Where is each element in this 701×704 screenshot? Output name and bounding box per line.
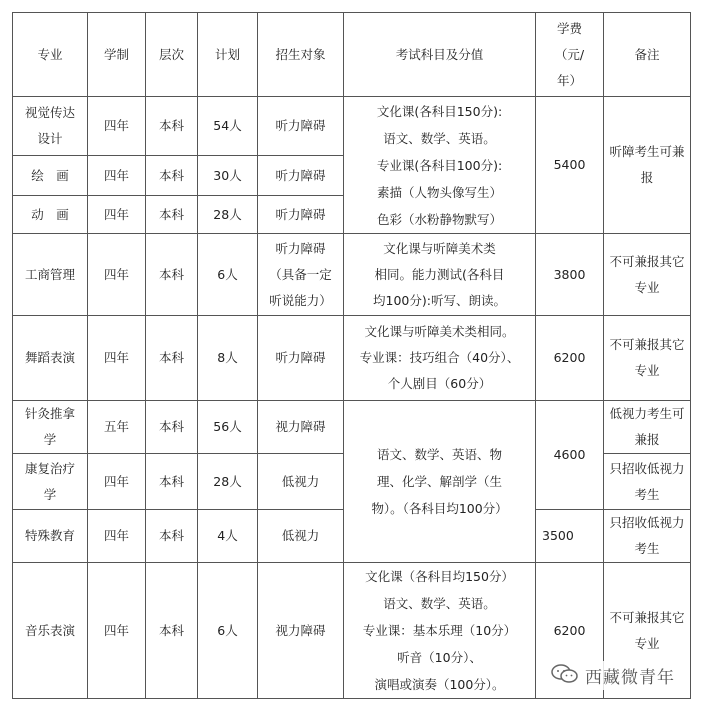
- note-line: 不可兼报其它: [609, 253, 685, 269]
- plan-cell: 6人: [198, 563, 258, 699]
- note-cell: [604, 510, 691, 563]
- header-target: 招生对象: [258, 13, 344, 97]
- major-line: 康复治疗: [24, 460, 75, 476]
- target-cell: 低视力: [258, 510, 344, 563]
- header-plan: 计划: [198, 13, 258, 97]
- target-cell: [258, 234, 344, 316]
- header-major: 专业: [13, 13, 88, 97]
- note-cell: [604, 97, 691, 234]
- note-cell: [604, 454, 691, 510]
- level-cell: 本科: [146, 563, 198, 699]
- duration-cell: 四年: [88, 563, 146, 699]
- watermark: [547, 661, 679, 690]
- major-line: 设计: [37, 131, 63, 146]
- exam-line: 均100分):听写、朗读。: [373, 292, 506, 308]
- major-cell: 特殊教育: [13, 510, 88, 563]
- duration-cell: 四年: [88, 510, 146, 563]
- wechat-icon: [551, 664, 579, 688]
- note-line: 只招收低视力: [609, 515, 685, 530]
- fee-cell: 6200: [536, 563, 604, 699]
- target-cell: 视力障碍: [258, 401, 344, 454]
- level-cell: 本科: [146, 234, 198, 316]
- note-line: 专业: [634, 363, 660, 378]
- header-level: 层次: [146, 13, 198, 97]
- note-line: 听障考生可兼: [609, 144, 685, 159]
- table-row: [13, 316, 691, 401]
- note-line: 专业: [634, 279, 660, 295]
- exam-line: 听音（10分）、: [397, 650, 482, 665]
- exam-line: 文化课（各科目均150分）: [365, 569, 514, 584]
- header-note: 备注: [604, 13, 691, 97]
- header-exam: 考试科目及分值: [344, 13, 536, 97]
- exam-line: 演唱或演奏（100分）。: [374, 677, 505, 692]
- level-cell: 本科: [146, 156, 198, 196]
- target-cell: 低视力: [258, 454, 344, 510]
- fee-cell: 6200: [536, 316, 604, 401]
- exam-line: 语文、数学、英语、物: [376, 447, 502, 462]
- exam-cell: [344, 563, 536, 699]
- plan-cell: 28人: [198, 196, 258, 234]
- header-fee-line: 年）: [556, 72, 582, 88]
- note-cell: [604, 316, 691, 401]
- level-cell: 本科: [146, 316, 198, 401]
- plan-cell: 56人: [198, 401, 258, 454]
- exam-cell: [344, 401, 536, 563]
- target-line: （具备一定: [269, 266, 332, 282]
- note-line: 专业: [634, 635, 660, 651]
- duration-cell: 四年: [88, 316, 146, 401]
- duration-cell: 四年: [88, 97, 146, 156]
- major-cell: 工商管理: [13, 234, 88, 316]
- major-cell: [13, 454, 88, 510]
- plan-cell: 30人: [198, 156, 258, 196]
- header-fee-line: 学费: [556, 20, 582, 36]
- note-cell: [604, 401, 691, 454]
- major-line: 学: [43, 486, 57, 502]
- watermark-text: 西藏微青年: [585, 668, 675, 688]
- note-line: 考生: [634, 541, 660, 556]
- exam-line: 个人剧目（60分）: [387, 376, 492, 391]
- note-line: 不可兼报其它: [609, 609, 685, 625]
- admissions-table: [12, 12, 691, 699]
- header-fee: [536, 13, 604, 97]
- exam-line: 专业课：技巧组合（40分）、: [359, 350, 520, 365]
- level-cell: 本科: [146, 510, 198, 563]
- plan-cell: 4人: [198, 510, 258, 563]
- note-cell: [604, 234, 691, 316]
- target-cell: 听力障碍: [258, 156, 344, 196]
- exam-cell: [344, 234, 536, 316]
- duration-cell: 四年: [88, 156, 146, 196]
- exam-line: 素描（人物头像写生）: [376, 184, 502, 200]
- major-cell: 绘 画: [13, 156, 88, 196]
- exam-cell: [344, 97, 536, 234]
- note-line: 不可兼报其它: [609, 337, 685, 352]
- exam-line: 文化课与听障美术类: [383, 240, 496, 256]
- plan-cell: 6人: [198, 234, 258, 316]
- exam-line: 物）。（各科目均100分）: [371, 501, 508, 516]
- exam-cell: [344, 316, 536, 401]
- header-duration: 学制: [88, 13, 146, 97]
- plan-cell: 54人: [198, 97, 258, 156]
- level-cell: 本科: [146, 196, 198, 234]
- exam-line: 专业课(各科目100分):: [376, 157, 503, 173]
- major-line: 针灸推拿: [24, 406, 75, 421]
- table-row: [13, 234, 691, 316]
- fee-cell: 3800: [536, 234, 604, 316]
- target-cell: 听力障碍: [258, 316, 344, 401]
- target-line: 听力障碍: [275, 240, 326, 256]
- duration-cell: 四年: [88, 196, 146, 234]
- target-cell: 听力障碍: [258, 196, 344, 234]
- table-row: [13, 401, 691, 454]
- note-line: 报: [640, 170, 654, 185]
- fee-cell: 4600: [536, 401, 604, 510]
- major-cell: [13, 401, 88, 454]
- exam-line: 语文、数学、英语。: [383, 130, 496, 146]
- target-line: 听说能力）: [269, 292, 332, 308]
- header-fee-line: （元/: [554, 46, 585, 62]
- exam-line: 文化课(各科目150分):: [376, 103, 503, 119]
- plan-cell: 8人: [198, 316, 258, 401]
- duration-cell: 四年: [88, 454, 146, 510]
- note-line: 低视力考生可: [609, 406, 685, 421]
- target-cell: 听力障碍: [258, 97, 344, 156]
- plan-cell: 28人: [198, 454, 258, 510]
- table-row: [13, 97, 691, 156]
- header-row: [13, 13, 691, 97]
- note-line: 兼报: [634, 432, 660, 447]
- major-line: 学: [43, 432, 57, 447]
- fee-cell: 3500: [536, 510, 604, 563]
- duration-cell: 五年: [88, 401, 146, 454]
- note-line: 考生: [634, 486, 660, 502]
- major-line: 视觉传达: [24, 105, 75, 120]
- major-cell: 舞蹈表演: [13, 316, 88, 401]
- level-cell: 本科: [146, 97, 198, 156]
- exam-line: 相同。能力测试(各科目: [374, 266, 505, 282]
- note-line: 只招收低视力: [609, 460, 685, 476]
- admissions-table-wrapper: [12, 12, 690, 692]
- target-cell: 视力障碍: [258, 563, 344, 699]
- exam-line: 色彩（水粉静物默写）: [376, 211, 502, 227]
- level-cell: 本科: [146, 401, 198, 454]
- exam-line: 专业课：基本乐理（10分）: [362, 623, 517, 638]
- level-cell: 本科: [146, 454, 198, 510]
- exam-line: 语文、数学、英语。: [383, 596, 496, 611]
- fee-cell: 5400: [536, 97, 604, 234]
- major-cell: [13, 97, 88, 156]
- exam-line: 文化课与听障美术类相同。: [364, 324, 515, 339]
- major-cell: 音乐表演: [13, 563, 88, 699]
- duration-cell: 四年: [88, 234, 146, 316]
- major-cell: 动 画: [13, 196, 88, 234]
- exam-line: 理、化学、解剖学（生: [376, 474, 502, 489]
